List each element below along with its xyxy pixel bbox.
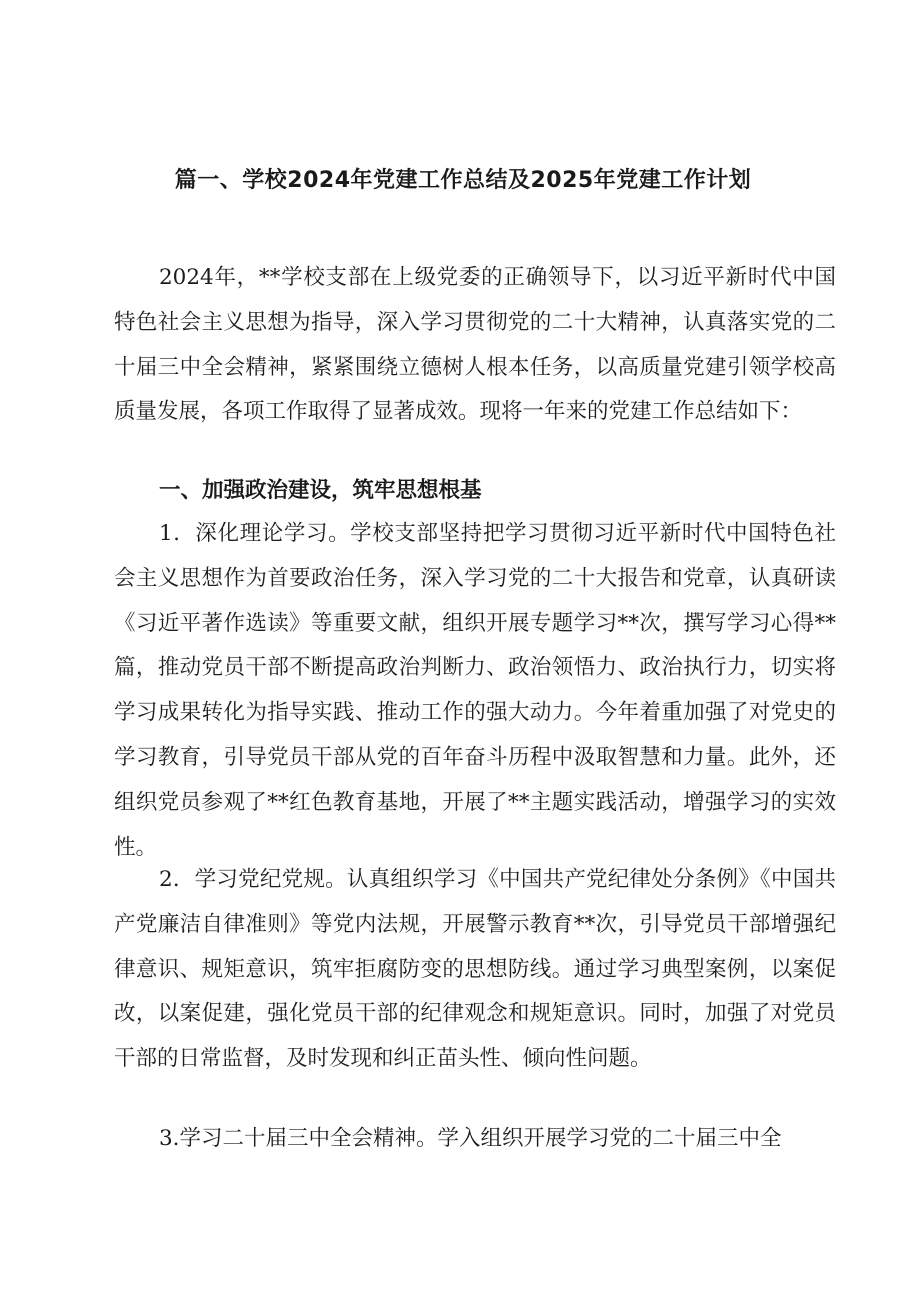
item-2-paragraph: 2．学习党纪党规。认真组织学习《中国共产党纪律处分条例》《中国共产党廉洁自律准则》等党内法规，开展警示教育**次，引导党员干部增强纪律意识、规矩意识，筑牢拒腐防变的思想防线。通过学习典型案例，以案促改，以案促建，强化党员干部的纪律观念和规矩意识。同时，加强了对党员干部的日常监督，及时发现和纠正苗头性、倾向性问题。 bbox=[114, 867, 836, 1072]
section-1-heading: 一、加强政治建设，筑牢思想根基 bbox=[159, 478, 482, 503]
intro-paragraph: 2024年，**学校支部在上级党委的正确领导下，以习近平新时代中国特色社会主义思想为指导，深入学习贯彻党的二十大精神，认真落实党的二十届三中全会精神，紧紧围绕立德树人根本任务，以高质量党建引领学校高质量发展，各项工作取得了显著成效。现将一年来的党建工作总结如下： bbox=[114, 265, 836, 425]
item-1-paragraph: 1．深化理论学习。学校支部坚持把学习贯彻习近平新时代中国特色社会主义思想作为首要政治任务，深入学习党的二十大报告和党章，认真研读《习近平著作选读》等重要文献，组织开展专题学习**次，撰写学习心得**篇，推动党员干部不断提高政治判断力、政治领悟力、政治执行力，切实将学习成果转化为指导实践、推动工作的强大动力。今年着重加强了对党史的学习教育，引导党员干部从党的百年奋斗历程中汲取智慧和力量。此外，还组织党员参观了**红色教育基地，开展了**主题实践活动，增强学习的实效性。 bbox=[114, 521, 836, 860]
document-title: 篇一、学校2024年党建工作总结及2025年党建工作计划 bbox=[174, 168, 752, 193]
item-3-paragraph: 3.学习二十届三中全会精神。学入组织开展学习党的二十届三中全 bbox=[159, 1126, 782, 1151]
